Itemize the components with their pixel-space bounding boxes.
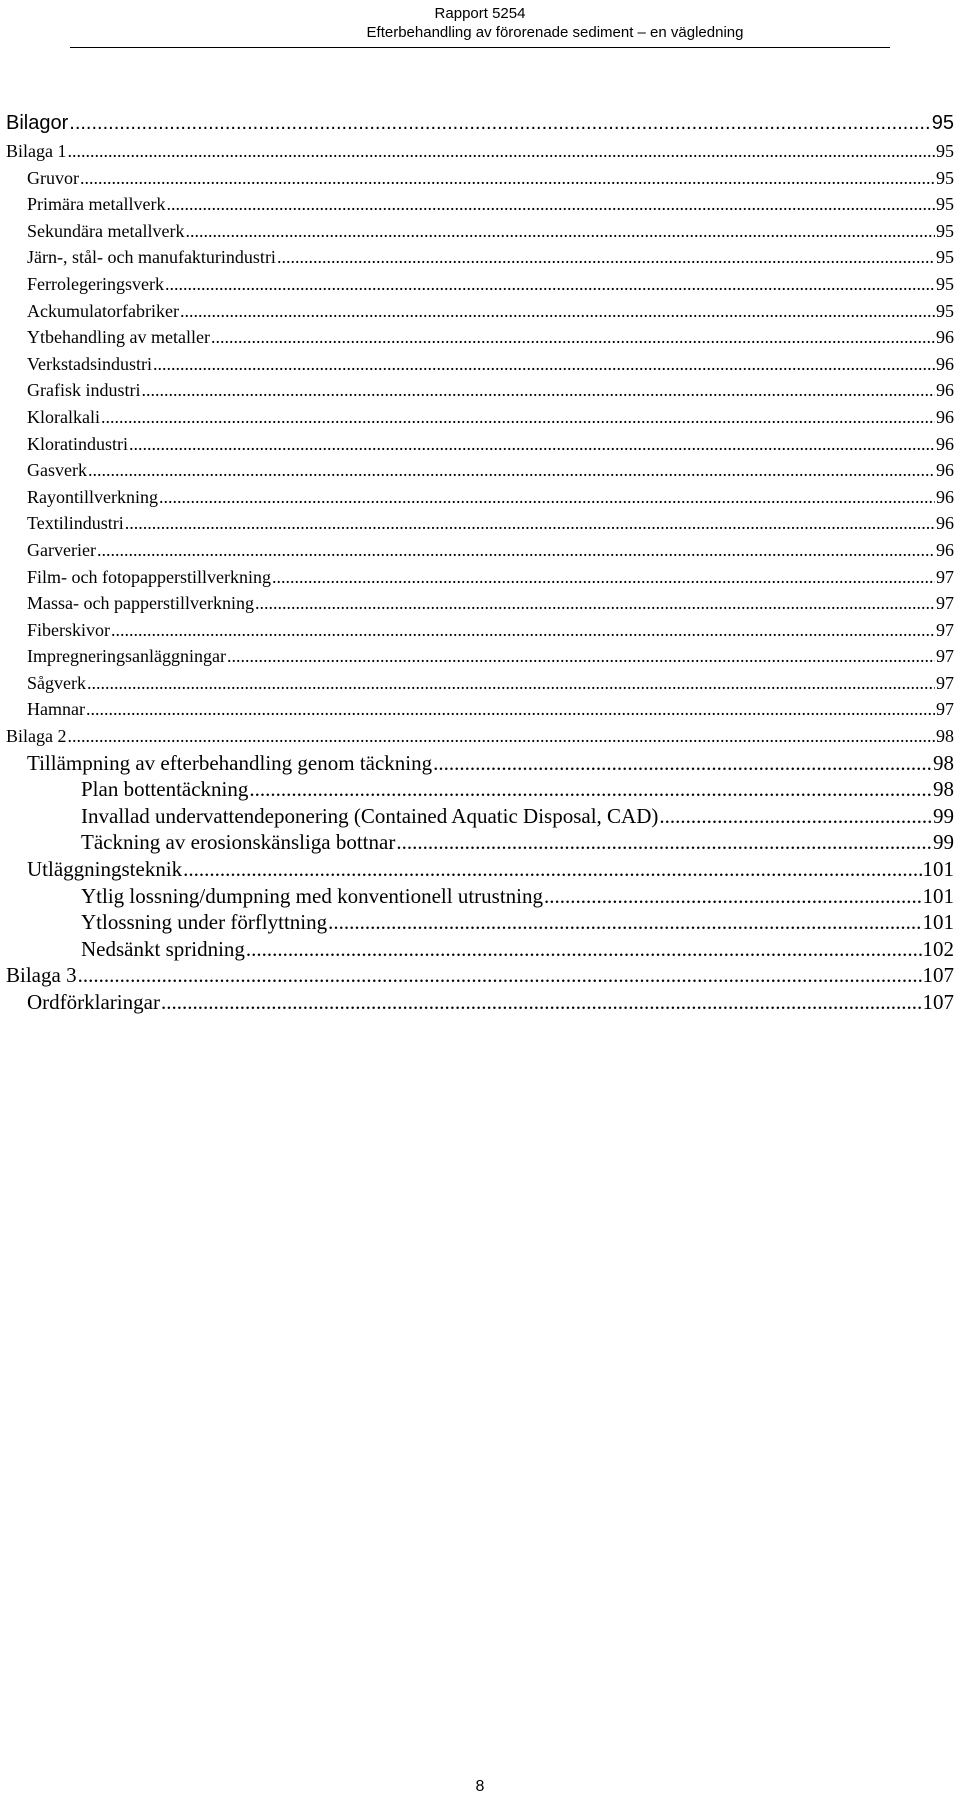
toc-entry-page: 97 bbox=[936, 593, 954, 614]
dot-leader bbox=[80, 165, 935, 192]
dot-leader bbox=[129, 431, 935, 458]
toc-entry-title: Garverier bbox=[27, 539, 96, 560]
toc-entry-page: 95 bbox=[936, 167, 954, 188]
dot-leader bbox=[153, 351, 935, 378]
toc-entry-page: 96 bbox=[936, 433, 954, 454]
toc-entry-title: Ytbehandling av metaller bbox=[27, 327, 210, 348]
toc-entry[interactable] bbox=[6, 936, 954, 963]
toc-entry-title: Ordförklaringar bbox=[27, 990, 160, 1014]
toc-entry[interactable] bbox=[6, 564, 954, 591]
toc-entry-page: 97 bbox=[936, 619, 954, 640]
toc-entry[interactable] bbox=[6, 404, 954, 431]
toc-entry-title: Hamnar bbox=[27, 699, 85, 720]
toc-entry-page: 96 bbox=[936, 353, 954, 374]
toc-entry[interactable] bbox=[6, 829, 954, 856]
toc-entry-title: Bilagor bbox=[6, 112, 69, 134]
toc-entry-title: Massa- och papperstillverkning bbox=[27, 593, 254, 614]
toc-entry[interactable] bbox=[6, 803, 954, 830]
toc-entry-title: Järn-, stål- och manufakturindustri bbox=[27, 247, 276, 268]
toc-entry-page: 96 bbox=[936, 539, 954, 560]
toc-entry-page: 96 bbox=[936, 460, 954, 481]
dot-leader bbox=[544, 883, 922, 910]
dot-leader bbox=[165, 271, 935, 298]
toc-entry[interactable] bbox=[6, 109, 954, 138]
toc-entry-page: 95 bbox=[936, 194, 954, 215]
toc-entry[interactable] bbox=[6, 298, 954, 325]
dot-leader bbox=[328, 909, 921, 936]
dot-leader bbox=[86, 696, 935, 723]
dot-leader bbox=[185, 218, 935, 245]
dot-leader bbox=[659, 803, 932, 830]
dot-leader bbox=[272, 564, 935, 591]
toc-entry-page: 95 bbox=[931, 112, 954, 134]
toc-entry-title: Kloralkali bbox=[27, 406, 100, 427]
toc-entry[interactable] bbox=[6, 324, 954, 351]
toc-entry-page: 95 bbox=[936, 273, 954, 294]
toc-entry-page: 96 bbox=[936, 513, 954, 534]
toc-entry[interactable] bbox=[6, 617, 954, 644]
toc-entry-page: 97 bbox=[936, 566, 954, 587]
dot-leader bbox=[125, 510, 935, 537]
dot-leader bbox=[68, 138, 936, 165]
toc-entry-page: 95 bbox=[936, 220, 954, 241]
toc-entry-page: 101 bbox=[922, 883, 954, 908]
toc-entry[interactable] bbox=[6, 377, 954, 404]
toc-entry[interactable] bbox=[6, 191, 954, 218]
toc-entry-title: Grafisk industri bbox=[27, 380, 141, 401]
dot-leader bbox=[183, 856, 921, 883]
toc-entry[interactable] bbox=[6, 670, 954, 697]
dot-leader bbox=[246, 936, 922, 963]
toc-entry[interactable] bbox=[6, 165, 954, 192]
toc-entry-title: Impregneringsanläggningar bbox=[27, 646, 226, 667]
toc-entry-title: Invallad undervattendeponering (Contained Aquatic Disposal, CAD) bbox=[81, 803, 659, 828]
toc-entry-title: Sågverk bbox=[27, 672, 86, 693]
toc-entry-title: Plan bottentäckning bbox=[81, 777, 249, 802]
toc-entry-title: Ackumulatorfabriker bbox=[27, 300, 179, 321]
dot-leader bbox=[249, 776, 932, 803]
toc-entry-title: Gruvor bbox=[27, 167, 79, 188]
toc-entry[interactable] bbox=[6, 909, 954, 936]
toc-entry[interactable] bbox=[6, 138, 954, 165]
dot-leader bbox=[227, 643, 935, 670]
toc-entry-title: Täckning av erosionskänsliga bottnar bbox=[81, 830, 396, 855]
page-number: 8 bbox=[475, 1778, 485, 1795]
toc-entry-page: 96 bbox=[936, 486, 954, 507]
toc-entry[interactable] bbox=[6, 457, 954, 484]
dot-leader bbox=[88, 457, 935, 484]
toc-entry-page: 98 bbox=[936, 726, 954, 747]
toc-entry-page: 95 bbox=[936, 141, 954, 161]
toc-entry-page: 101 bbox=[922, 857, 954, 882]
toc-entry[interactable] bbox=[6, 351, 954, 378]
table-of-contents bbox=[6, 109, 954, 1016]
toc-entry-title: Textilindustri bbox=[27, 513, 124, 534]
toc-entry-page: 97 bbox=[936, 646, 954, 667]
toc-entry-page: 95 bbox=[936, 300, 954, 321]
dot-leader bbox=[396, 829, 932, 856]
dot-leader bbox=[159, 484, 935, 511]
dot-leader bbox=[180, 298, 935, 325]
toc-entry[interactable] bbox=[6, 750, 954, 777]
dot-leader bbox=[141, 377, 935, 404]
toc-entry[interactable] bbox=[6, 856, 954, 883]
dot-leader bbox=[111, 617, 935, 644]
toc-entry[interactable] bbox=[6, 883, 954, 910]
dot-leader bbox=[166, 191, 935, 218]
toc-entry-page: 96 bbox=[936, 380, 954, 401]
page-header bbox=[0, 4, 960, 42]
toc-entry-title: Bilaga 3 bbox=[6, 963, 77, 988]
toc-entry-title: Ytlig lossning/dumpning med konventionell utrustning bbox=[81, 883, 543, 908]
toc-entry-title: Gasverk bbox=[27, 460, 87, 481]
toc-entry[interactable] bbox=[6, 244, 954, 271]
toc-entry-page: 101 bbox=[922, 910, 954, 935]
toc-entry-page: 99 bbox=[933, 830, 954, 855]
toc-entry-title: Film- och fotopapperstillverkning bbox=[27, 566, 271, 587]
toc-entry-title: Utläggningsteknik bbox=[27, 857, 183, 882]
dot-leader bbox=[277, 244, 935, 271]
toc-entry-page: 99 bbox=[933, 803, 954, 828]
toc-entry[interactable] bbox=[6, 484, 954, 511]
report-number: Rapport 5254 bbox=[434, 5, 526, 22]
toc-entry[interactable] bbox=[6, 431, 954, 458]
toc-entry-page: 98 bbox=[933, 777, 954, 802]
toc-entry[interactable] bbox=[6, 989, 954, 1016]
dot-leader bbox=[78, 962, 922, 989]
toc-entry[interactable] bbox=[6, 723, 954, 750]
toc-entry-title: Nedsänkt spridning bbox=[81, 936, 245, 961]
toc-entry-title: Kloratindustri bbox=[27, 433, 128, 454]
toc-entry-page: 97 bbox=[936, 672, 954, 693]
toc-entry-page: 96 bbox=[936, 327, 954, 348]
dot-leader bbox=[101, 404, 935, 431]
toc-entry-title: Bilaga 2 bbox=[6, 726, 67, 747]
toc-entry[interactable] bbox=[6, 776, 954, 803]
toc-entry-page: 107 bbox=[922, 990, 954, 1014]
toc-entry-title: Sekundära metallverk bbox=[27, 220, 185, 241]
dot-leader bbox=[161, 989, 922, 1016]
header-divider bbox=[70, 47, 890, 48]
dot-leader bbox=[255, 590, 935, 617]
toc-entry[interactable] bbox=[6, 590, 954, 617]
toc-entry-title: Rayontillverkning bbox=[27, 486, 158, 507]
toc-entry-page: 96 bbox=[936, 406, 954, 427]
dot-leader bbox=[97, 537, 935, 564]
toc-entry-page: 97 bbox=[936, 699, 954, 720]
toc-entry-title: Verkstadsindustri bbox=[27, 353, 152, 374]
toc-entry[interactable] bbox=[6, 643, 954, 670]
toc-entry[interactable] bbox=[6, 696, 954, 723]
toc-entry-page: 98 bbox=[933, 750, 954, 775]
toc-entry[interactable] bbox=[6, 962, 954, 989]
dot-leader bbox=[68, 723, 936, 750]
dot-leader bbox=[433, 750, 932, 777]
dot-leader bbox=[211, 324, 935, 351]
dot-leader bbox=[87, 670, 935, 697]
toc-entry-page: 107 bbox=[922, 963, 954, 988]
toc-entry-title: Primära metallverk bbox=[27, 194, 166, 215]
dot-leader bbox=[69, 109, 930, 138]
toc-entry-title: Fiberskivor bbox=[27, 619, 110, 640]
report-title: Efterbehandling av förorenade sediment – en vägledning bbox=[366, 24, 744, 41]
toc-entry-title: Tillämpning av efterbehandling genom täckning bbox=[27, 750, 433, 775]
toc-entry[interactable] bbox=[6, 271, 954, 298]
toc-entry[interactable] bbox=[6, 537, 954, 564]
toc-entry-page: 102 bbox=[922, 936, 954, 961]
toc-entry[interactable] bbox=[6, 218, 954, 245]
toc-entry-title: Ytlossning under förflyttning bbox=[81, 910, 328, 935]
toc-entry-page: 95 bbox=[936, 247, 954, 268]
toc-entry-title: Ferrolegeringsverk bbox=[27, 273, 164, 294]
toc-entry[interactable] bbox=[6, 510, 954, 537]
toc-entry-title: Bilaga 1 bbox=[6, 141, 67, 161]
